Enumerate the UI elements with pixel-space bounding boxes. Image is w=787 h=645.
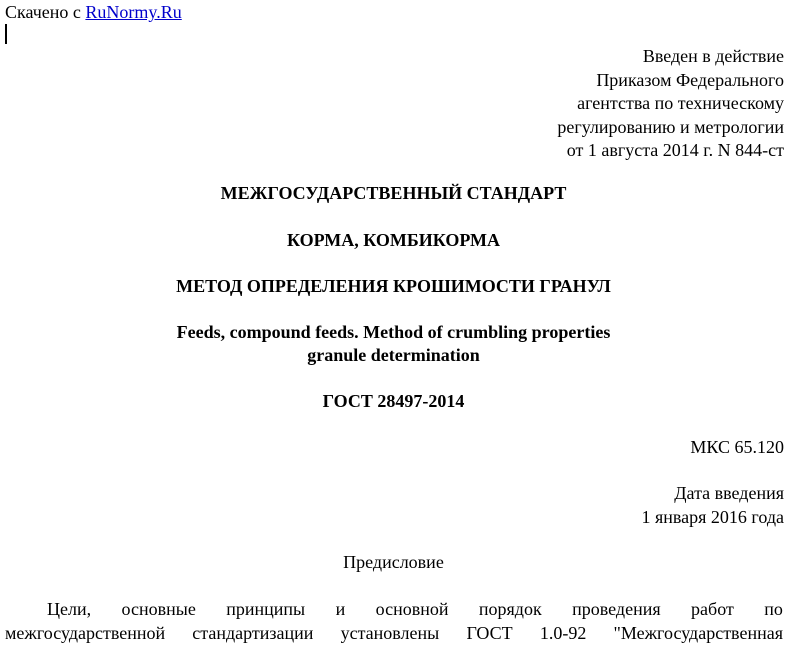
- word: порядок: [478, 599, 542, 619]
- word: 1.0-92: [539, 623, 587, 643]
- word: принципы: [226, 599, 306, 619]
- download-source-line: [5, 1, 182, 23]
- intro-line: Введен в действие: [642, 46, 784, 66]
- standard-method-title: МЕТОД ОПРЕДЕЛЕНИЯ КРОШИМОСТИ ГРАНУЛ: [176, 276, 611, 296]
- word: основной: [375, 599, 449, 619]
- word: основные: [121, 599, 196, 619]
- word: стандартизации: [192, 623, 314, 643]
- intro-line: от 1 августа 2014 г. N 844-ст: [566, 140, 784, 160]
- paragraph-line: [5, 597, 783, 621]
- runormy-link[interactable]: RuNormy.Ru: [85, 2, 182, 22]
- standard-code: ГОСТ 28497-2014: [322, 391, 465, 411]
- paragraph-line: [5, 621, 783, 645]
- word: установлены: [340, 623, 440, 643]
- standard-subject-title: КОРМА, КОМБИКОРМА: [287, 230, 500, 250]
- intro-date-value: 1 января 2016 года: [641, 507, 784, 527]
- english-title-line-2: granule determination: [307, 345, 480, 365]
- word: "Межгосударственная: [613, 623, 783, 643]
- preface-heading: Предисловие: [343, 552, 444, 572]
- word: межгосударственной: [5, 623, 166, 643]
- download-source-prefix: Скачено с: [5, 2, 86, 22]
- mks-code: МКС 65.120: [690, 437, 784, 457]
- intro-line: агентства по техническому: [577, 93, 784, 113]
- word: Цели,: [47, 599, 92, 619]
- intro-date-label: Дата введения: [674, 483, 784, 503]
- intro-block: [557, 45, 784, 163]
- text-cursor: [5, 24, 7, 44]
- standard-type-title: МЕЖГОСУДАРСТВЕННЫЙ СТАНДАРТ: [220, 183, 567, 203]
- preface-paragraph: [5, 597, 783, 645]
- intro-line: Приказом Федерального: [596, 69, 784, 90]
- english-title-line-1: Feeds, compound feeds. Method of crumbling properties: [176, 322, 611, 342]
- word: работ: [691, 599, 734, 619]
- word: и: [335, 599, 346, 619]
- word: проведения: [572, 599, 661, 619]
- word: по: [764, 599, 783, 619]
- intro-line: регулированию и метрологии: [557, 116, 784, 137]
- word: ГОСТ: [466, 623, 513, 643]
